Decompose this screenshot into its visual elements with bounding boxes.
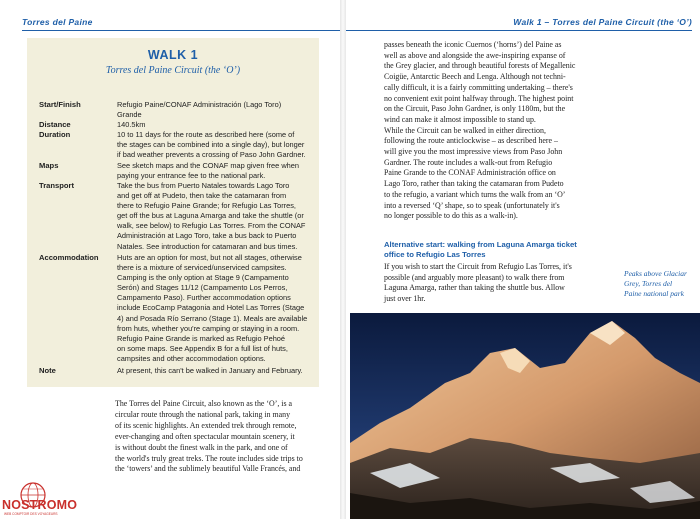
info-label: Distance	[39, 120, 71, 129]
intro-paragraph: The Torres del Paine Circuit, also known as the ‘O’, is a circular route through the national park, taking in many of its scenic highlights. An extended trek through remote, ever-changing and often spectacular mountain scenery, it is without doubt the finest walk in the park, and one of the world's truly great treks. The route includes side trips to the ‘towers’ and the sublimely beautiful Valle Francés, and	[115, 399, 303, 474]
running-head-right: Walk 1 – Torres del Paine Circuit (the ‘O’)	[513, 17, 692, 27]
info-value: 140.5km	[117, 120, 146, 129]
header-rule-right	[346, 30, 692, 31]
alt-start-text: If you wish to start the Circuit from Refugio Las Torres, it's possible (and arguably more pleasant) to walk there from Laguna Amarga, rather than taking the shuttle bus. Allow just over 1hr.	[384, 262, 572, 304]
body-text-right: passes beneath the iconic Cuernos (‘horns’) del Paine as well as above and alongside the awe-inspiring expanse of the Grey glacier, and through beautiful forests of Megallenic Coigüe, Antarctic Beech and Lenga. Although not techni- cally difficult, it is a fairly committing undertaking – there's no convenient exit point halfway through. The highest point on the Circuit, Paso John Gardner, is only 1180m, but the wind can make it almost impossible to stand up. While the Circuit can be walked in either direction, following the route anticlockwise – as described here – will give you the most impressive views from Paso John Gardner. The route includes a walk-out from Refugio Paine Grande to the CONAF Administración office on Lago Toro, rather than taking the catamaran from Pudeto to the refugio, a variant which turns the walk from an ‘O’ into a reversed ‘Q’ shape, so to speak (unfortunately it's no longer possible to do this as a walk-in).	[384, 40, 576, 221]
info-value: See sketch maps and the CONAF map given free when paying your entrance fee to the national park.	[117, 161, 299, 181]
alt-start-heading: Alternative start: walking from Laguna Amarga ticket office to Refugio Las Torres	[384, 240, 577, 260]
mountain-image	[350, 313, 700, 519]
mountain-photo	[350, 313, 700, 519]
logo-tagline: WEB COMPTOIR DES VOYAGEURS	[4, 512, 58, 516]
walk-subtitle: Torres del Paine Circuit (the ‘O’)	[105, 65, 241, 76]
info-value: Take the bus from Puerto Natales towards Lago Toro and get off at Pudeto, then take the catamaran from there to Refugio Paine Grande; for Refugio Las Torres, get off the bus at Laguna Amarga and take the shuttle (or walk, see below) to Refugio Las Torres. From the CONAF Administración at Lago Toro, take a bus back to Puerto Natales. See introduction for catamaran and bus times.	[117, 181, 306, 251]
info-label: Duration	[39, 130, 71, 139]
info-label: Transport	[39, 181, 75, 190]
info-label: Note	[39, 366, 56, 375]
photo-caption: Peaks above Glaciar Grey, Torres del Paine national park	[624, 269, 687, 298]
right-page	[346, 0, 700, 519]
nostromo-logo	[0, 482, 78, 519]
info-value: At present, this can't be walked in January and February.	[117, 366, 303, 375]
left-page	[0, 0, 340, 519]
info-label: Maps	[39, 161, 59, 170]
info-label: Start/Finish	[39, 100, 81, 109]
logo-wordmark: NOSTROMO	[2, 498, 78, 512]
info-value: Huts are an option for most, but not all stages, otherwise there is a mixture of serviced/unserviced campsites. Camping is the only option at Stage 9 (Campamento Serón) and Stages 11/12 (Campamento Los Perros, Campamento Paso). Further accommodation options include EcoCamp Patagonia and Hotel Las Torres (Stage 4) and Posada Río Serrano (Stage 1). Meals are available from huts, whether you're camping or staying in a room. Refugio Paine Grande is marked as Refugio Pehoé on some maps. See Appendix B for a full list of huts, campsites and other accommodation options.	[117, 253, 308, 363]
info-value: Refugio Paine/CONAF Administración (Lago Toro) Grande	[117, 100, 282, 120]
walk-info-box	[27, 38, 319, 387]
walk-title: WALK 1	[147, 48, 199, 62]
info-label: Accommodation	[39, 253, 99, 262]
info-value: 10 to 11 days for the route as described here (some of the stages can be combined into a single day), but longer if bad weather prevents a crossing of Paso John Gardner.	[117, 130, 306, 160]
header-rule-left	[22, 30, 340, 31]
running-head-left: Torres del Paine	[22, 17, 93, 27]
